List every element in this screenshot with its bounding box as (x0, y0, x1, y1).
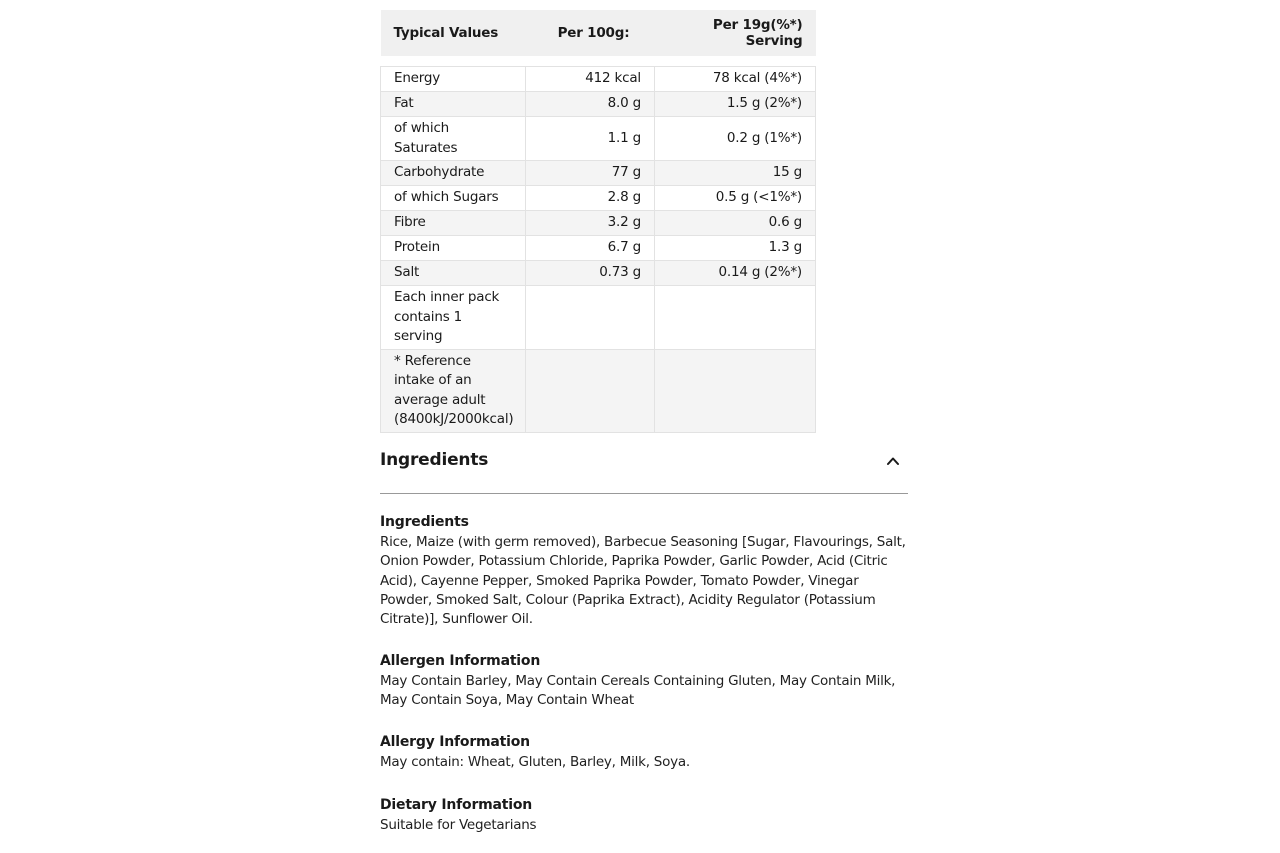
allergy-information-section (380, 732, 908, 772)
row-label: of which Sugars (381, 186, 526, 211)
nutrition-header-row (381, 10, 816, 56)
table-row (381, 67, 816, 92)
row-serving: 1.5 g (2%*) (655, 92, 816, 117)
row-label: of which Saturates (381, 117, 526, 161)
section-title: Allergen Information (380, 653, 541, 669)
row-serving: 1.3 g (655, 236, 816, 261)
row-per100: 6.7 g (526, 236, 655, 261)
section-title: Dietary Information (380, 797, 533, 813)
row-per100: 8.0 g (526, 92, 655, 117)
header-per-100g: Per 100g: (526, 10, 655, 56)
table-row (381, 161, 816, 186)
allergen-information-section (380, 651, 908, 711)
section-body: May Contain Barley, May Contain Cereals Containing Gluten, May Contain Milk, May Contain Soya, May Contain Wheat (380, 673, 896, 709)
row-per100 (526, 349, 655, 432)
row-label: Protein (381, 236, 526, 261)
row-per100 (526, 286, 655, 350)
header-gap (381, 56, 816, 67)
ingredients-accordion (380, 440, 908, 833)
section-body: Suitable for Vegetarians (380, 817, 537, 833)
row-serving: 78 kcal (4%*) (655, 67, 816, 92)
chevron-up-icon[interactable] (886, 454, 900, 468)
row-per100: 0.73 g (526, 261, 655, 286)
row-per100: 1.1 g (526, 117, 655, 161)
ingredients-section (380, 512, 908, 629)
table-row (381, 186, 816, 211)
table-row (381, 211, 816, 236)
row-label: Salt (381, 261, 526, 286)
accordion-title: Ingredients (380, 450, 489, 470)
row-label: Fibre (381, 211, 526, 236)
row-serving: 15 g (655, 161, 816, 186)
row-label: Energy (381, 67, 526, 92)
row-per100: 412 kcal (526, 67, 655, 92)
section-title: Allergy Information (380, 734, 530, 750)
row-serving (655, 349, 816, 432)
table-row (381, 117, 816, 161)
ingredients-accordion-header[interactable] (380, 440, 908, 494)
table-row (381, 286, 816, 350)
table-row (381, 236, 816, 261)
row-serving (655, 286, 816, 350)
row-label: Each inner pack contains 1 serving (381, 286, 526, 350)
row-label: Fat (381, 92, 526, 117)
row-serving: 0.5 g (<1%*) (655, 186, 816, 211)
section-body: May contain: Wheat, Gluten, Barley, Milk, Soya. (380, 754, 690, 770)
header-typical-values: Typical Values (381, 10, 526, 56)
table-row (381, 261, 816, 286)
section-body: Rice, Maize (with germ removed), Barbecue Seasoning [Sugar, Flavourings, Salt, Onion Powder, Potassium Chloride, Paprika Powder, Garlic Powder, Acid (Citric Acid), Cayenne Pepper, Smoked Paprika Powder, Tomato Powder, Vinegar Powder, Smoked Salt, Colour (Paprika Extract), Acidity Regulator (Potassium Citrate)], Sunflower Oil. (380, 534, 906, 628)
table-row (381, 349, 816, 432)
section-title: Ingredients (380, 514, 469, 530)
row-serving: 0.14 g (2%*) (655, 261, 816, 286)
row-label: Carbohydrate (381, 161, 526, 186)
row-per100: 77 g (526, 161, 655, 186)
row-serving: 0.2 g (1%*) (655, 117, 816, 161)
nutrition-table (380, 10, 816, 433)
header-per-serving: Per 19g(%*) Serving (655, 10, 816, 56)
table-row (381, 92, 816, 117)
row-serving: 0.6 g (655, 211, 816, 236)
row-per100: 2.8 g (526, 186, 655, 211)
dietary-information-section (380, 795, 908, 835)
row-per100: 3.2 g (526, 211, 655, 236)
row-label: * Reference intake of an average adult (8400kJ/2000kcal) (381, 349, 526, 432)
